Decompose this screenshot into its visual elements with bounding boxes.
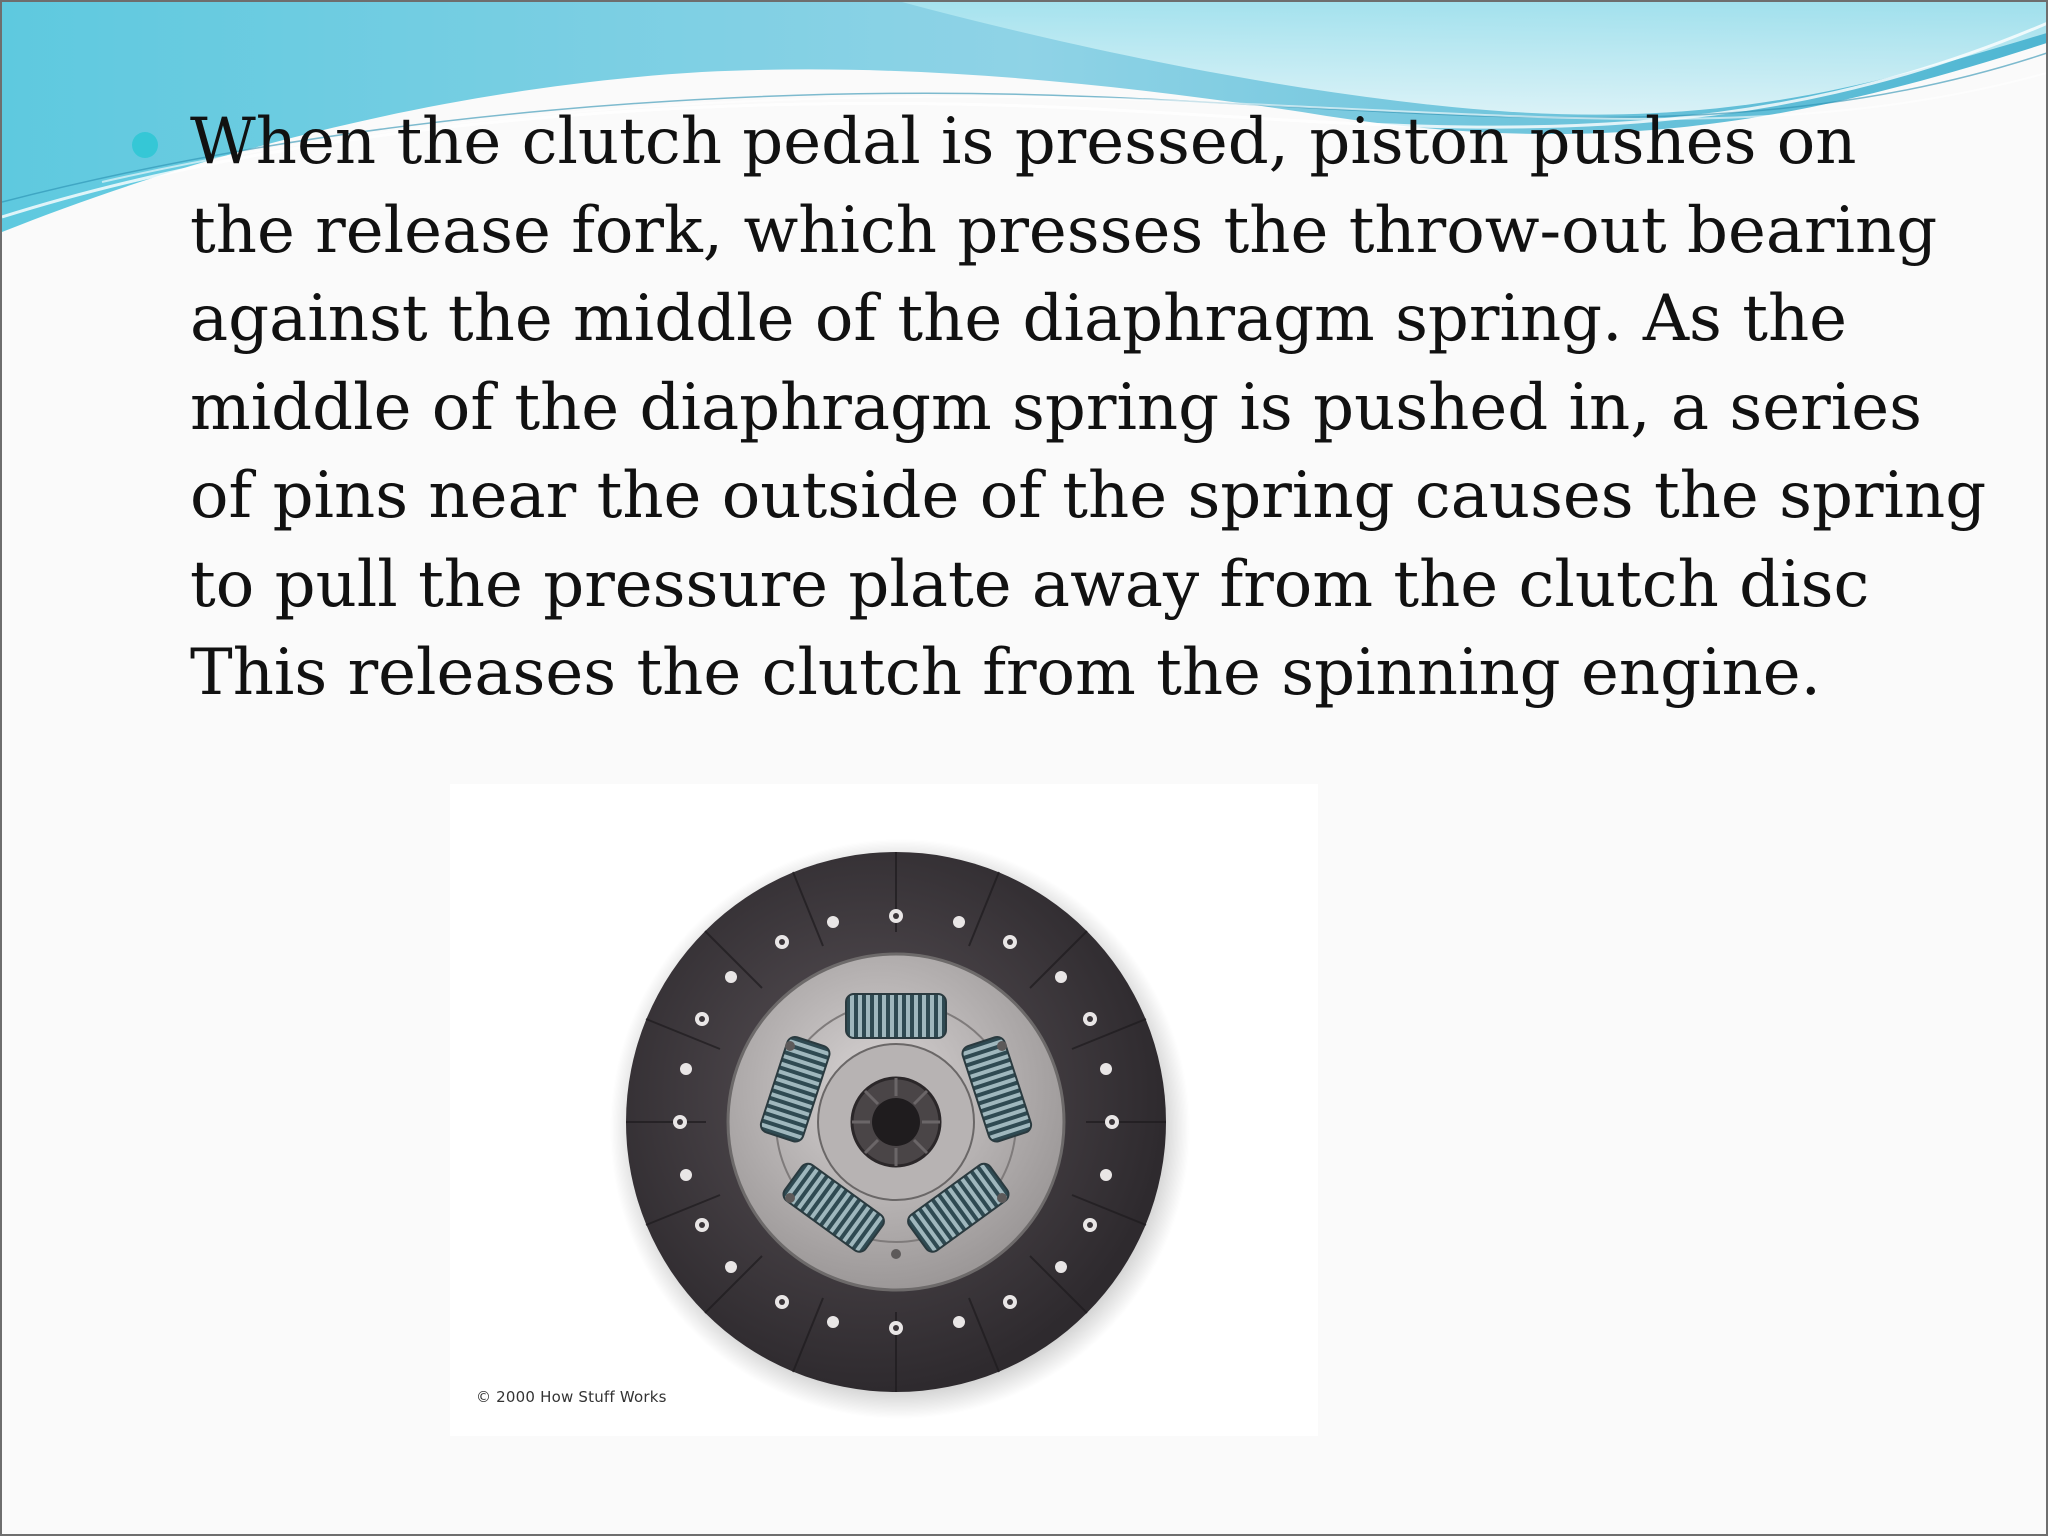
image-credit: © 2000 How Stuff Works xyxy=(476,1388,667,1406)
bullet-line: the release fork, which presses the throw-out bearing xyxy=(190,193,1938,268)
bullet-marker xyxy=(132,132,158,158)
bullet-item xyxy=(132,98,2012,718)
bullet-line: This releases the clutch from the spinning engine. xyxy=(190,636,1821,710)
bullet-text xyxy=(190,98,1990,718)
bullet-line: against the middle of the diaphragm spring. As the xyxy=(190,282,1848,356)
bullet-line: of pins near the outside of the spring causes the spring xyxy=(190,459,1987,533)
bullet-line: When the clutch pedal is pressed, piston pushes on xyxy=(190,105,1857,179)
bullet-line: middle of the diaphragm spring is pushed in, a series xyxy=(190,370,1922,445)
bullet-line: to pull the pressure plate away from the clutch disc xyxy=(190,547,1870,622)
clutch-disc-photo xyxy=(450,784,1318,1436)
clutch-disc-image xyxy=(450,784,1318,1436)
